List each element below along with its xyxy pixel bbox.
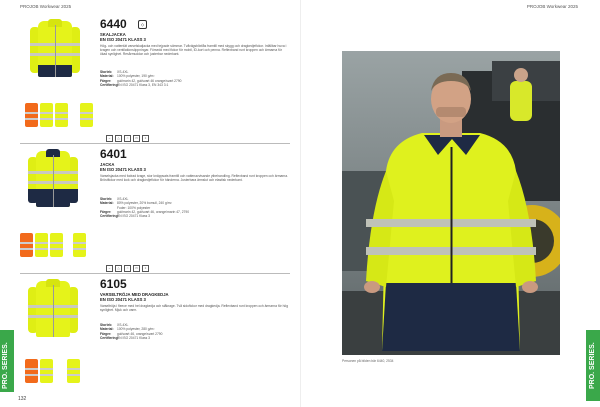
iron-icon: ▭	[133, 265, 140, 272]
series-label: PRO. SERIES.	[2, 342, 9, 389]
product-certification: EN ISO 20471 KLASS 3	[100, 297, 146, 302]
wash-icon: ~	[106, 135, 113, 142]
certification-icon: ◇	[138, 20, 147, 29]
model-photo	[342, 51, 560, 355]
product-model: 6105	[100, 277, 127, 291]
product-description: Hög- och vattentät varselskaljacka med tejpade sömmar. Tvåvägsblixtlås framtill med skygg och dragkedjefickor. Infällbar huva i kragen och ventilationsöppningar. Försedd med fickor för mobil, ID-kort och penna. Reflexband runt kroppen och ärmarna för ökad synlighet. Resårmuddar och justerbar nederkant.	[100, 44, 287, 57]
section-divider	[20, 143, 290, 144]
product-name: SKALJACKA	[100, 32, 126, 37]
product-description: Varseltröja i fleece med hel dragkedja och ståkrage. Två sidofickor med dragkedja. Reflexband runt kroppen och ärmarna för hög synlighet. Mjuk och varm.	[100, 304, 289, 313]
jacket-image	[28, 151, 78, 211]
product-model: 6401	[100, 147, 127, 161]
product-images	[20, 147, 92, 267]
product-name: VARSELTRÖJA MED DRAGKEDJA	[100, 292, 169, 297]
product-model: 6440	[100, 17, 127, 31]
series-label: PRO. SERIES.	[589, 342, 596, 389]
page-header: PROJOB Workwear 2025	[20, 4, 72, 9]
care-icons	[106, 135, 149, 142]
care-icons	[106, 265, 149, 272]
product-specs: Storlek: XS-4XL Material: 100% polyester, 190 g/m² Färger: gul/marin 42, gul/svart 46 orange/svart 2790 Certifiering: EN ISO 20471 Klass 3, EN 343 3:1	[100, 70, 182, 87]
tumble-icon: ○	[124, 265, 131, 272]
product-certification: EN ISO 20471 KLASS 3	[100, 37, 146, 42]
product-specs: Storlek: XS-4XL Material: 100% polyester, 280 g/m² Färger: gul/svart 46, orange/svart 2790 Certifiering: EN ISO 20471 Klass 3	[100, 323, 163, 340]
tumble-icon: ○	[124, 135, 131, 142]
photo-caption: Personen på bilden bär 6440, 2534	[342, 359, 394, 363]
product-images	[20, 17, 92, 137]
no-dryclean-icon: ×	[142, 135, 149, 142]
jacket-image	[30, 21, 80, 81]
right-page	[300, 0, 600, 407]
no-bleach-icon: △	[115, 135, 122, 142]
no-bleach-icon: △	[115, 265, 122, 272]
product-certification: EN ISO 20471 KLASS 3	[100, 167, 146, 172]
page-header: PROJOB Workwear 2025	[526, 4, 578, 9]
page-number: 133	[573, 396, 582, 402]
product-name: JACKA	[100, 162, 115, 167]
jacket-image	[28, 281, 78, 341]
color-variants	[25, 103, 93, 127]
color-variants	[25, 359, 80, 383]
no-dryclean-icon: ×	[142, 265, 149, 272]
color-variants	[20, 233, 86, 257]
product-images	[20, 277, 92, 397]
page-number: 132	[18, 396, 27, 402]
section-divider	[20, 273, 290, 274]
page-number-box	[586, 391, 600, 401]
wash-icon: ~	[106, 265, 113, 272]
product-description: Varselsjacka med fodrad krage, stor knäppsats framtill och vattenavvisande ytbehandling. Reflexband runt kroppen och ärmarna. Bröstfickor med lock och dragkedjefickor för händerna. Justerbara ärmslut och elastisk nederkant.	[100, 174, 288, 183]
product-specs: Storlek: XS-4XL Material: 80% polyester, 20% bomull, 240 g/m² Foder: 100% polyester Färger: gul/marin 42, gul/svart 46, orange/marin 47, 2790 Certifiering: EN ISO 20471 Klass 3	[100, 197, 190, 219]
iron-icon: ▭	[133, 135, 140, 142]
